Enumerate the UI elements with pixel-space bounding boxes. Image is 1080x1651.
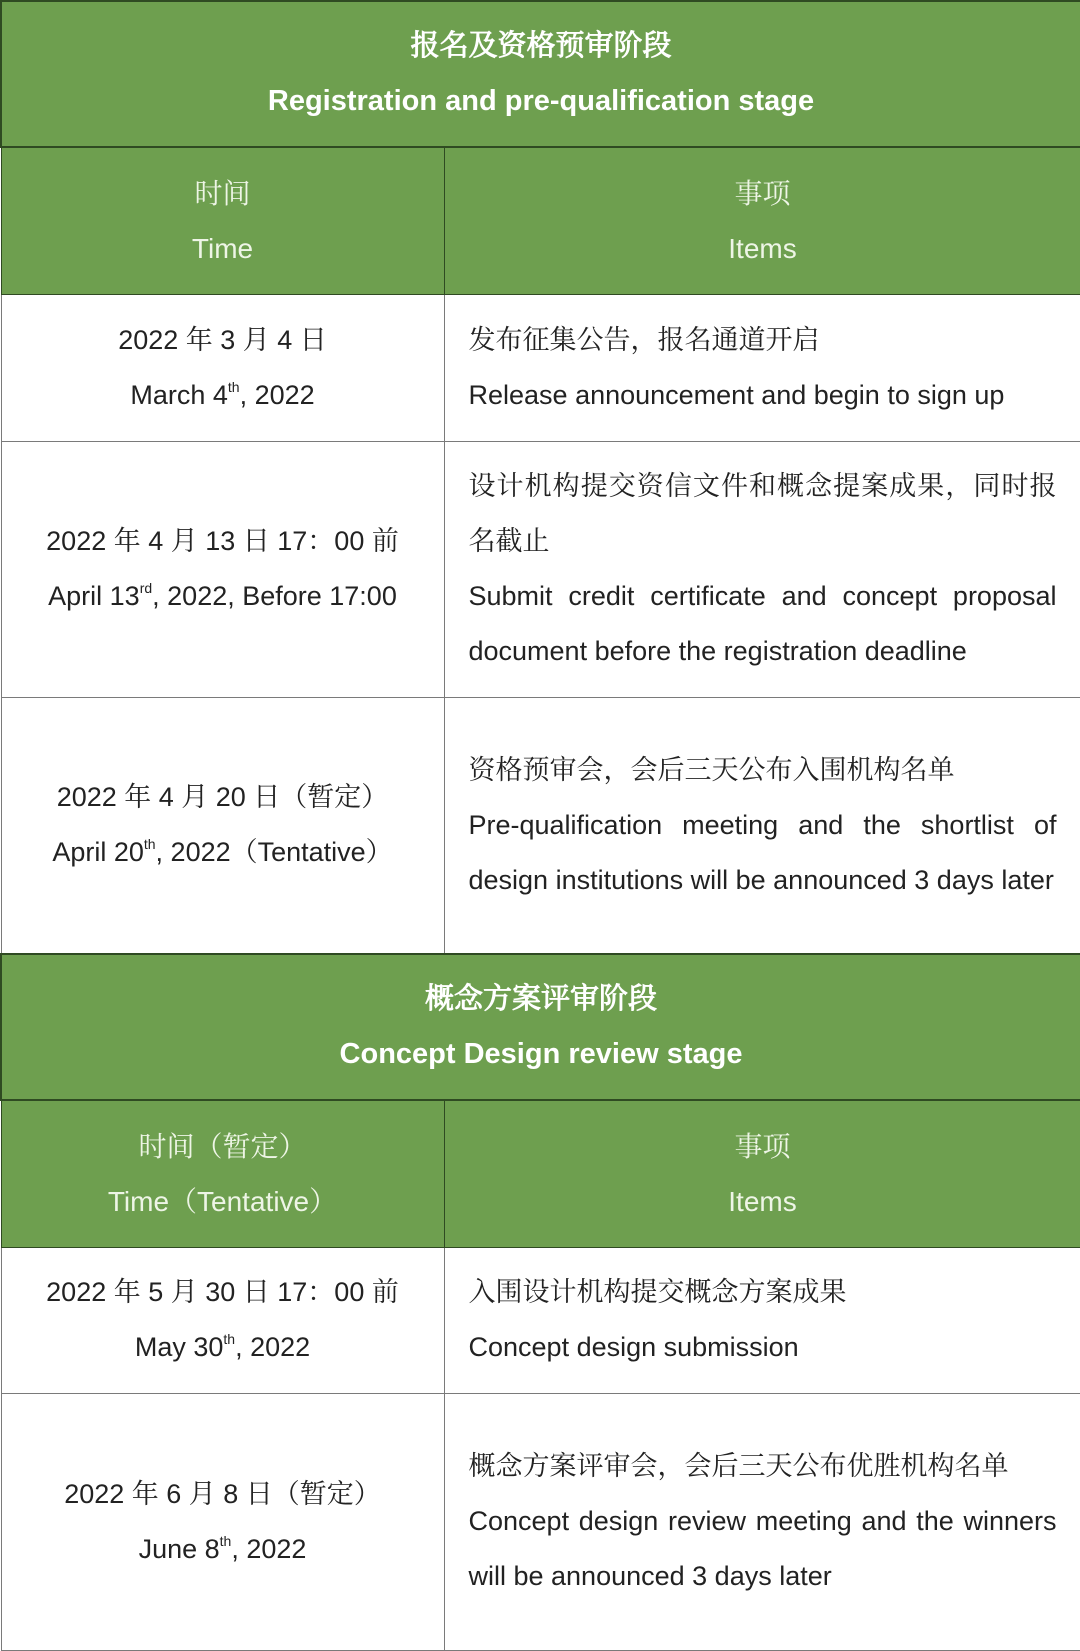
item-cn: 发布征集公告，报名通道开启 [469,313,1057,368]
stage-title-cn: 概念方案评审阶段 [2,972,1080,1027]
stage-header-concept-design [1,954,1080,1100]
date-en-rest: , 2022 [240,380,315,410]
date-en-rest: , 2022, Before 17:00 [152,581,397,611]
date-cell [1,1393,444,1650]
item-cn: 概念方案评审会，会后三天公布优胜机构名单 [469,1439,1057,1494]
column-header-items-en: Items [445,221,1080,276]
date-cn: 2022 年 3 月 4 日 [14,313,432,368]
item-cn: 入围设计机构提交概念方案成果 [469,1265,1057,1320]
date-en [14,1320,432,1375]
column-header-row [1,1100,1080,1247]
stage-title-cell [1,1,1080,147]
date-cn: 2022 年 4 月 13 日 17：00 前 [14,514,432,569]
column-header-row [1,147,1080,294]
date-ordinal-suffix: rd [140,580,152,596]
stage-header-registration [1,1,1080,147]
table-row [1,697,1080,954]
column-header-items-en: Items [445,1174,1080,1229]
stage-title-cell [1,954,1080,1100]
column-header-items [444,1100,1080,1247]
column-header-time [1,1100,444,1247]
date-en-main: April 13 [48,581,140,611]
date-ordinal-suffix: th [223,1331,235,1347]
item-en: Concept design submission [469,1320,1057,1375]
date-en-main: June 8 [139,1534,220,1564]
date-cell [1,294,444,441]
date-ordinal-suffix: th [144,836,156,852]
column-header-time-en: Time [2,221,444,276]
item-cell [444,294,1080,441]
date-cn: 2022 年 4 月 20 日（暂定） [14,770,432,825]
table-row [1,1393,1080,1650]
date-en-rest: , 2022（Tentative） [156,837,393,867]
date-en-rest: , 2022 [235,1332,310,1362]
item-en: Pre-qualification meeting and the shortlist of design institutions will be announced 3 days later [469,798,1057,908]
column-header-items-cn: 事项 [445,1119,1080,1174]
date-cell [1,441,444,697]
date-cell [1,697,444,954]
item-cell [444,697,1080,954]
item-en: Submit credit certificate and concept proposal document before the registration deadline [469,569,1057,679]
item-cn: 设计机构提交资信文件和概念提案成果，同时报名截止 [469,459,1057,569]
column-header-time-cn: 时间 [2,166,444,221]
stage-title-cn: 报名及资格预审阶段 [2,19,1080,74]
date-en-main: March 4 [130,380,228,410]
stage-title-en: Registration and pre-qualification stage [2,74,1080,129]
item-en: Concept design review meeting and the winners will be announced 3 days later [469,1494,1057,1604]
item-cell [444,1393,1080,1650]
date-ordinal-suffix: th [228,379,240,395]
date-en-rest: , 2022 [231,1534,306,1564]
stage-title-en: Concept Design review stage [2,1027,1080,1082]
column-header-items [444,147,1080,294]
date-en [14,569,432,624]
item-cell [444,441,1080,697]
date-en [14,825,432,880]
column-header-items-cn: 事项 [445,166,1080,221]
date-cell [1,1247,444,1393]
table-row [1,441,1080,697]
date-en [14,368,432,423]
item-en: Release announcement and begin to sign up [469,368,1057,423]
date-en-main: April 20 [52,837,144,867]
item-cell [444,1247,1080,1393]
date-cn: 2022 年 6 月 8 日（暂定） [14,1467,432,1522]
item-cn: 资格预审会，会后三天公布入围机构名单 [469,743,1057,798]
date-cn: 2022 年 5 月 30 日 17：00 前 [14,1265,432,1320]
date-en-main: May 30 [135,1332,224,1362]
column-header-time [1,147,444,294]
date-ordinal-suffix: th [220,1533,232,1549]
table-row [1,294,1080,441]
column-header-time-en: Time（Tentative） [2,1174,444,1229]
table-row [1,1247,1080,1393]
date-en [14,1522,432,1577]
column-header-time-cn: 时间（暂定） [2,1119,444,1174]
